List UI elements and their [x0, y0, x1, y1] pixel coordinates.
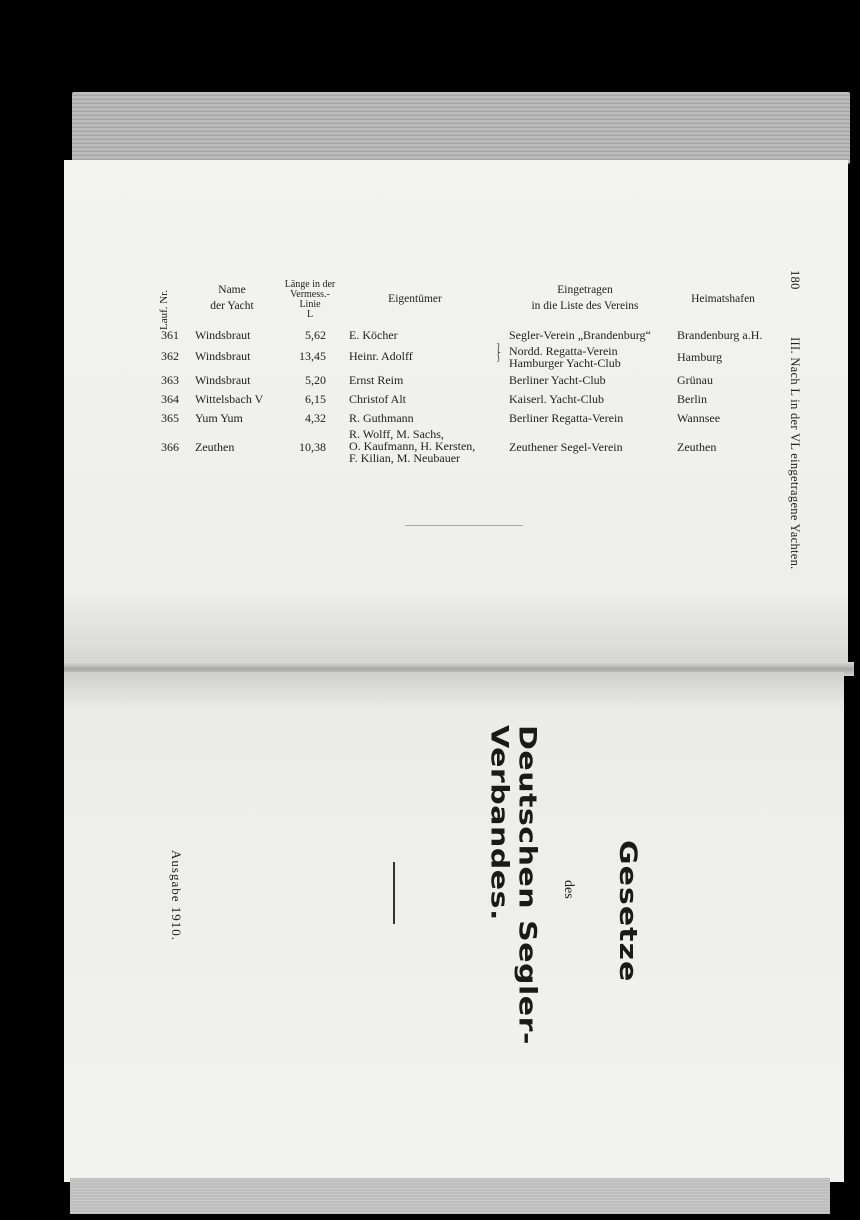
title-des: des	[561, 880, 576, 899]
section-title: III. Nach L in der VL eingetragene Yachten.	[788, 337, 802, 570]
page-number: 180	[788, 270, 802, 290]
header-eigentuemer: Eigentümer	[388, 293, 442, 305]
header-laenge: Länge in der Vermess.- Linie L	[284, 279, 336, 320]
title-verband: Deutschen Segler-Verbandes.	[485, 725, 541, 1045]
header-name: Name der Yacht	[210, 284, 254, 312]
title-gesetze: Gesetze	[613, 840, 642, 983]
header-eingetragen: Eingetragen in die Liste des Vereins	[531, 284, 639, 312]
book-spread: 180 III. Nach L in der VL eingetragene Yachten. Lauf. Nr. Name der Yacht Länge in der Vermess.- Linie L Eigentümer Eingetragen in die Liste des Vereins Heimatshafen 361 Windsbraut 5,62 E. Köcher Segler-Verein „Brandenburg“ Brandenburg a.H. 362 Windsbraut 13,45 Heinr. Adolff ⎱ ⎰ Nordd. Regatta-Verein Hamburger Yacht-Club Hamburg 363 Windsbraut 5,20 Ernst Reim Berliner Yacht-Club Grünau 364 Wittelsbach V 6,15 Christof Alt Kaiserl. Yacht-Club Berlin 365 Yum Yum 4,32 R. Guthmann Berliner Regatta-Verein Wannsee 366 Zeuthen 10,38 R. Wolff, M. Sachs, O. Kaufmann, H. Kersten, F. Kilian, M. Neubauer Zeuthener Segel-Verein Zeuthen Gesetze des Deutschen Segler-Verbandes. Ausgabe 1910.	[0, 0, 860, 1220]
page-180	[64, 160, 848, 665]
page-edges-top	[72, 92, 850, 164]
brace-icon: ⎱ ⎰	[494, 343, 504, 362]
running-head	[776, 270, 802, 610]
title-rule	[393, 862, 395, 924]
header-heimatshafen: Heimatshafen	[691, 293, 755, 305]
end-rule	[405, 525, 523, 526]
edition-note: Ausgabe 1910.	[169, 850, 184, 941]
page-edges-bottom	[70, 1178, 830, 1214]
header-lauf-nr: Lauf. Nr.	[158, 290, 170, 331]
